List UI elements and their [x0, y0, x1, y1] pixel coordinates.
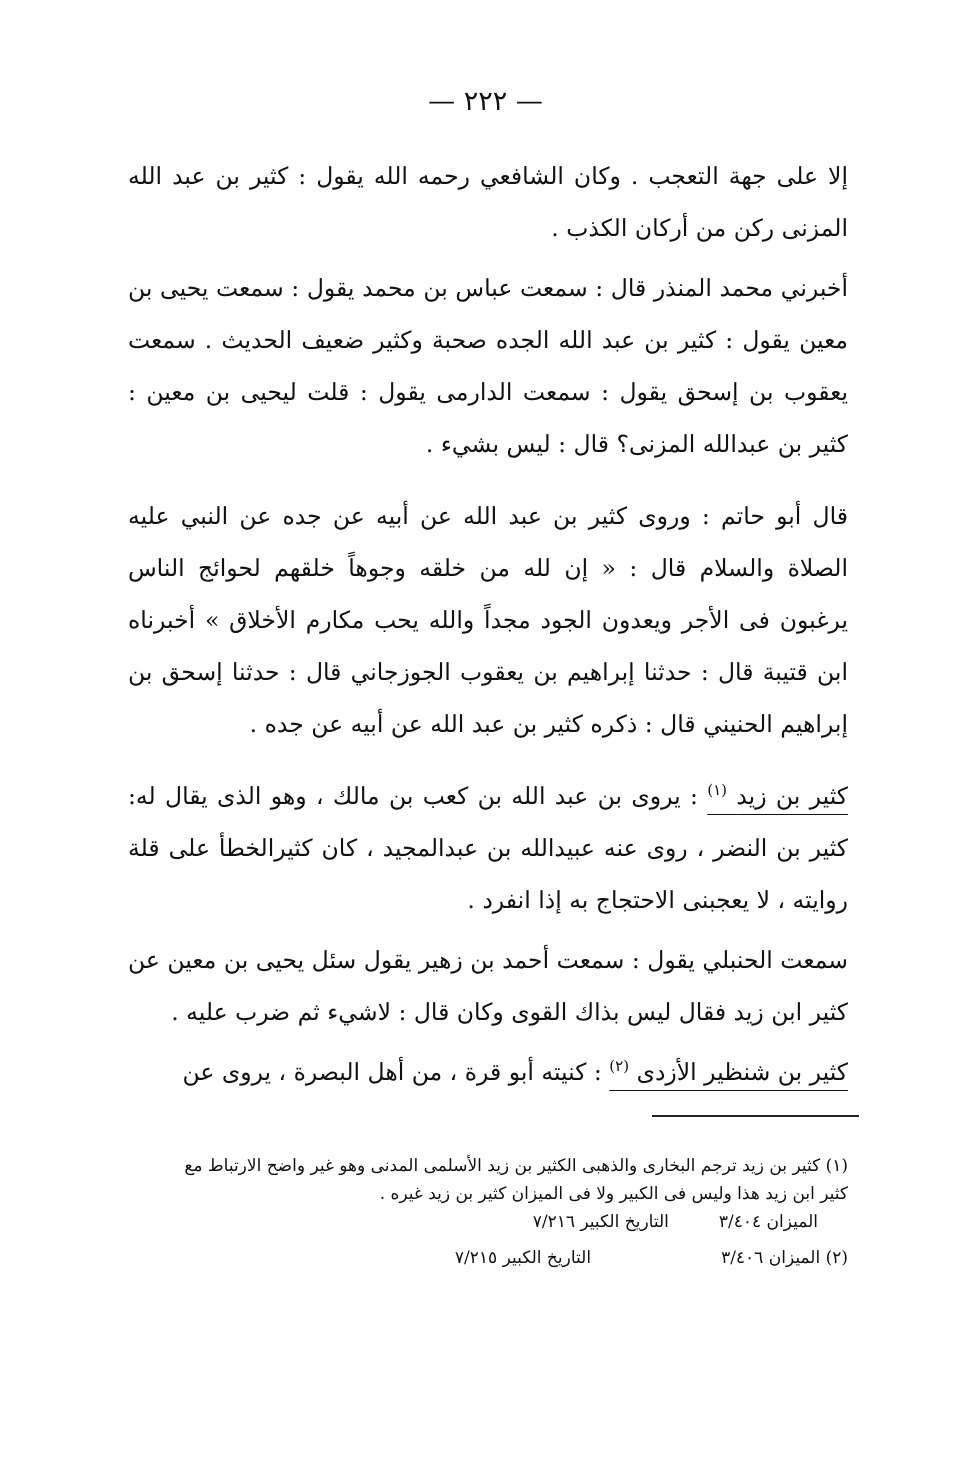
footnote-ref: (٢)	[609, 1057, 630, 1076]
entry-paragraph	[128, 770, 848, 926]
entry-text: : يروى بن عبد الله بن كعب بن مالك ، وهو الذى يقال له: كثير بن النضر ، روى عنه عبيدالله بن عبدالمجيد ، كان كثيرالخطأ على قلة روايته ، لا يعجبنى الاحتجاج به إذا انفرد .	[128, 782, 848, 914]
paragraph: أخبرني محمد المنذر قال : سمعت عباس بن محمد يقول : سمعت يحيى بن معين يقول : كثير بن عبد الله الجده صحبة وكثير ضعيف الحديث . سمعت يعقوب بن إسحق يقول : سمعت الدارمى يقول : قلت ليحيى بن معين : كثير بن عبدالله المزنى؟ قال : ليس بشيء .	[128, 274, 848, 458]
paragraph: قال أبو حاتم : وروى كثير بن عبد الله عن أبيه عن جده عن النبي عليه الصلاة والسلام قال : « إن لله من خلقه وجوهاً خلقهم لحوائج الناس يرغبون فى الأجر ويعدون الجود مجداً والله يحب مكارم الأخلاق » أخبرناه ابن قتيبة قال : حدثنا إبراهيم بن يعقوب الجوزجاني قال : حدثنا إسحق بن إبراهيم الحنيني قال : ذكره كثير بن عبد الله عن أبيه عن جده .	[128, 502, 848, 738]
paragraph: سمعت الحنبلي يقول : سمعت أحمد بن زهير يقول سئل يحيى بن معين عن كثير ابن زيد فقال ليس بذاك القوى وكان قال : لاشيء ثم ضرب عليه .	[128, 946, 848, 1026]
footnotes	[128, 1152, 848, 1272]
paragraph: إلا على جهة التعجب . وكان الشافعي رحمه الله يقول : كثير بن عبد الله المزنى ركن من أركان الكذب .	[128, 162, 848, 242]
footnote-reference: الميزان ٣/٤٠٤	[718, 1212, 818, 1232]
footnote-references	[128, 1244, 848, 1272]
entry-name: كثير بن شنظير الأزدى	[636, 1058, 848, 1086]
footnote-reference: التاريخ الكبير ٧/٢١٥	[454, 1248, 592, 1268]
footnote-ref: (١)	[707, 781, 727, 800]
entry-text: : كنيته أبو قرة ، من أهل البصرة ، يروى عن	[182, 1058, 610, 1086]
footnote-line: كثير ابن زيد هذا وليس فى الكبير ولا فى الميزان كثير بن زيد غيره .	[379, 1184, 848, 1204]
entry-heading	[609, 1058, 848, 1086]
entry-name: كثير بن زيد	[736, 782, 848, 810]
footnote-line: (١) كثير بن زيد ترجم البخارى والذهبى الكثير بن زيد الأسلمى المدنى وهو غير واضح الارتباط مع	[184, 1156, 848, 1176]
page-number: — ٢٢٢ —	[428, 86, 543, 117]
footnote-reference: التاريخ الكبير ٧/٢١٦	[532, 1212, 669, 1232]
entry-heading	[707, 782, 848, 810]
footnote-references	[128, 1208, 848, 1236]
footnote-reference: (٢) الميزان ٣/٤٠٦	[721, 1248, 848, 1268]
footnote-divider	[652, 1115, 859, 1117]
main-text	[128, 150, 848, 1118]
entry-paragraph	[128, 1046, 848, 1098]
